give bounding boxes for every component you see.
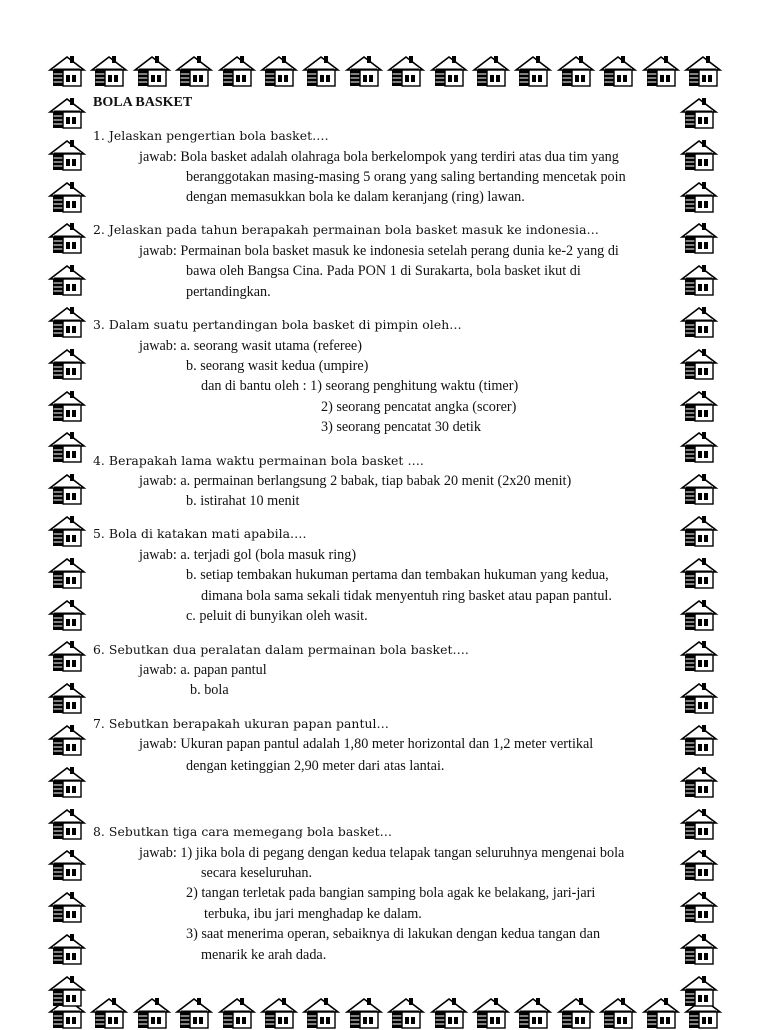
answer-5-line-1: jawab: a. terjadi gol (bola masuk ring) bbox=[139, 547, 357, 563]
answer-4-line-1: jawab: a. permainan berlangsung 2 babak, tiap babak 20 menit (2x20 menit) bbox=[139, 473, 572, 489]
answer-3-line-3: dan di bantu oleh : 1) seorang penghitung waktu (timer) bbox=[201, 378, 519, 394]
answer-8-line-6: menarik ke arah dada. bbox=[201, 947, 327, 963]
question-5: 5. Bola di katakan mati apabila…. bbox=[93, 526, 307, 541]
answer-3-line-1: jawab: a. seorang wasit utama (referee) bbox=[139, 338, 362, 354]
answer-5-line-2: b. setiap tembakan hukuman pertama dan tembakan hukuman yang kedua, bbox=[186, 567, 609, 583]
page-title: BOLA BASKET bbox=[93, 95, 193, 110]
answer-3-line-4: 2) seorang pencatat angka (scorer) bbox=[321, 399, 517, 415]
answer-3-line-2: b. seorang wasit kedua (umpire) bbox=[186, 358, 369, 374]
question-1: 1. Jelaskan pengertian bola basket…. bbox=[93, 128, 329, 143]
question-6: 6. Sebutkan dua peralatan dalam permainan bola basket…. bbox=[93, 642, 469, 657]
answer-8-line-2: secara keseluruhan. bbox=[201, 865, 313, 881]
answer-8-line-4: terbuka, ibu jari menghadap ke dalam. bbox=[204, 906, 422, 922]
question-3: 3. Dalam suatu pertandingan bola basket di pimpin oleh… bbox=[93, 317, 462, 332]
answer-6-line-2: b. bola bbox=[190, 682, 229, 698]
answer-7-line-1: jawab: Ukuran papan pantul adalah 1,80 meter horizontal dan 1,2 meter vertikal bbox=[139, 736, 594, 752]
answer-6-line-1: jawab: a. papan pantul bbox=[139, 662, 267, 678]
answer-1-line-3: dengan memasukkan bola ke dalam keranjang (ring) lawan. bbox=[186, 189, 525, 205]
answer-7-line-2: dengan ketinggian 2,90 meter dari atas lantai. bbox=[186, 758, 445, 774]
question-8: 8. Sebutkan tiga cara memegang bola basket… bbox=[93, 824, 393, 839]
answer-4-line-2: b. istirahat 10 menit bbox=[186, 493, 300, 509]
answer-3-line-5: 3) seorang pencatat 30 detik bbox=[321, 419, 481, 435]
answer-8-line-1: jawab: 1) jika bola di pegang dengan kedua telapak tangan seluruhnya mengenai bola bbox=[139, 845, 625, 861]
answer-2-line-1: jawab: Permainan bola basket masuk ke indonesia setelah perang dunia ke-2 yang di bbox=[139, 243, 619, 259]
question-7: 7. Sebutkan berapakah ukuran papan pantul… bbox=[93, 716, 389, 731]
answer-5-line-4: c. peluit di bunyikan oleh wasit. bbox=[186, 608, 368, 624]
answer-8-line-3: 2) tangan terletak pada bangian samping bola agak ke belakang, jari-jari bbox=[186, 885, 596, 901]
answer-2-line-2: bawa oleh Bangsa Cina. Pada PON 1 di Surakarta, bola basket ikut di bbox=[186, 263, 581, 279]
answer-1-line-1: jawab: Bola basket adalah olahraga bola berkelompok yang terdiri atas dua tim yang bbox=[139, 149, 619, 165]
answer-1-line-2: beranggotakan masing-masing 5 orang yang saling bertanding mencetak poin bbox=[186, 169, 626, 185]
answer-5-line-3: dimana bola sama sekali tidak menyentuh ring basket atau papan pantul. bbox=[201, 588, 612, 604]
question-2: 2. Jelaskan pada tahun berapakah permainan bola basket masuk ke indonesia… bbox=[93, 222, 599, 237]
question-4: 4. Berapakah lama waktu permainan bola basket …. bbox=[93, 453, 424, 468]
answer-8-line-5: 3) saat menerima operan, sebaiknya di lakukan dengan kedua tangan dan bbox=[186, 926, 601, 942]
answer-2-line-3: pertandingkan. bbox=[186, 284, 271, 300]
